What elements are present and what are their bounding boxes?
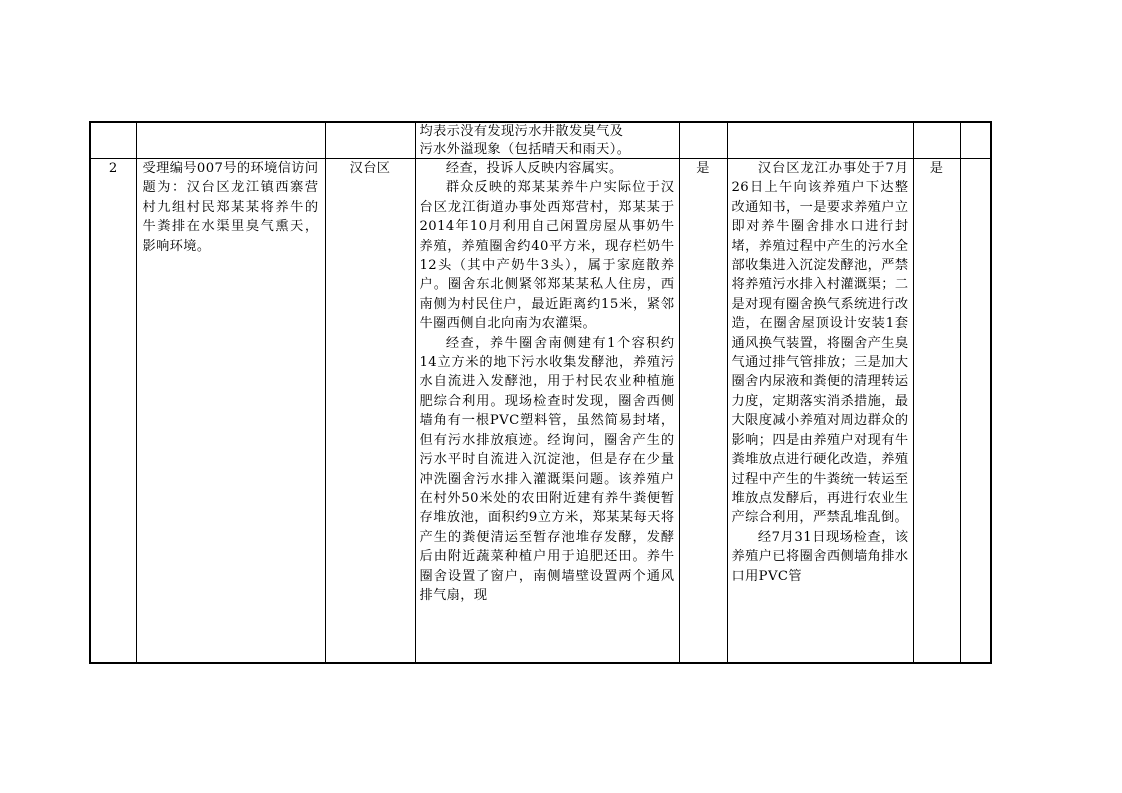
prev-rectification-cell	[727, 122, 913, 159]
table-row-previous	[90, 122, 991, 159]
investigation-paragraph: 经查，投诉人反映内容属实。	[445, 161, 623, 176]
prev-verified-cell	[679, 122, 727, 159]
complaint-table	[89, 121, 992, 664]
completed-cell: 是	[913, 159, 960, 664]
verified-cell: 是	[679, 159, 727, 664]
prev-completed-cell	[913, 122, 960, 159]
prev-district-cell	[325, 122, 415, 159]
complaint-content-cell: 受理编号007号的环境信访问题为：汉台区龙江镇西寨营村九组村民郑某某将养牛的牛粪排在水渠里臭气熏天，影响环境。	[136, 159, 325, 664]
table-row-2	[90, 159, 991, 664]
prev-remark-cell	[960, 122, 991, 159]
district-cell: 汉台区	[325, 159, 415, 664]
row-index-cell: 2	[90, 159, 136, 664]
prev-investigation-line: 污水外溢现象（包括晴天和雨天）。	[419, 141, 631, 157]
rectification-paragraph: 经7月31日现场检查，该养殖户已将圈舍西侧墙角排水口用PVC管	[731, 529, 909, 584]
investigation-cell	[415, 159, 679, 664]
prev-index-cell	[90, 122, 136, 159]
investigation-paragraph: 群众反映的郑某某养牛户实际位于汉台区龙江街道办事处西郑营村，郑某某于2014年10月利用自己闲置房屋从事奶牛养殖，养殖圈舍约40平方米，现存栏奶牛12头（其中产奶牛3头），属于家庭散养户。圈舍东北侧紧邻郑某某私人住房，西南侧为村民住户，最近距离约15米，紧邻牛圈西侧自北向南为农灌渠。	[419, 180, 675, 332]
remark-cell	[960, 159, 991, 664]
investigation-paragraph: 经查，养牛圈舍南侧建有1个容积约14立方米的地下污水收集发酵池，养殖污水自流进入发酵池，用于村民农业种植施肥综合利用。现场检查时发现，圈舍西侧墙角有一根PVC塑料管，虽然简易封堵，但有污水排放痕迹。经询问，圈舍产生的污水平时自流进入沉淀池，但是存在少量冲洗圈舍污水排入灌溉渠问题。该养殖户在村外50米处的农田附近建有养牛粪便暂存堆放池，面积约9立方米，郑某某每天将产生的粪便清运至暂存池堆存发酵，发酵后由附近蔬菜种植户用于追肥还田。养牛圈舍设置了窗户，南侧墙壁设置两个通风排气扇，现	[419, 335, 675, 603]
prev-investigation-cell	[415, 122, 679, 159]
rectification-paragraph: 汉台区龙江办事处于7月26日上午向该养殖户下达整改通知书，一是要求养殖户立即对养牛圈舍排水口进行封堵，养殖过程中产生的污水全部收集进入沉淀发酵池，严禁将养殖污水排入村灌溉渠；二是对现有圈舍换气系统进行改造，在圈舍屋顶设计安装1套通风换气装置，将圈舍产生臭气通过排气管排放；三是加大圈舍内尿液和粪便的清理转运力度，定期落实消杀措施，最大限度减小养殖对周边群众的影响；四是由养殖户对现有牛粪堆放点进行硬化改造，养殖过程中产生的牛粪统一转运至堆放点发酵后，再进行农业生产综合利用，严禁乱堆乱倒。	[731, 161, 909, 526]
prev-investigation-line: 均表示没有发现污水井散发臭气及	[419, 124, 624, 139]
prev-complaint-cell	[136, 122, 325, 159]
rectification-cell	[727, 159, 913, 664]
